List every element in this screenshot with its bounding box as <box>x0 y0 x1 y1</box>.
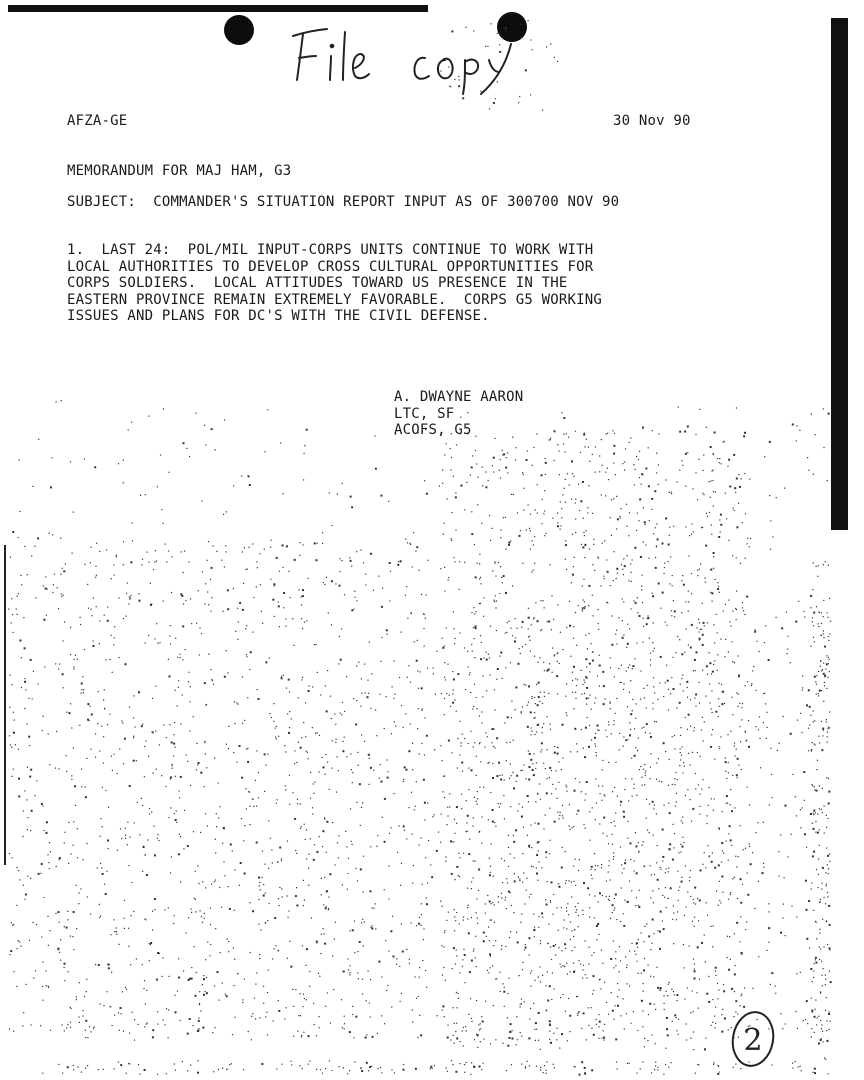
paragraph-line: CORPS SOLDIERS. LOCAL ATTITUDES TOWARD US PRESENCE IN THE <box>67 275 568 291</box>
page-number: 2 <box>743 1023 763 1058</box>
memorandum-for-line: MEMORANDUM FOR MAJ HAM, G3 <box>67 163 292 179</box>
office-symbol: AFZA-GE <box>67 113 128 129</box>
signature-title: ACOFS, G5 <box>394 422 472 438</box>
paragraph-line: EASTERN PROVINCE REMAIN EXTREMELY FAVORABLE. CORPS G5 WORKING <box>67 291 602 308</box>
paragraph-line: ISSUES AND PLANS FOR DC'S WITH THE CIVIL DEFENSE. <box>67 308 490 324</box>
circled-page-number <box>728 1006 778 1070</box>
signature-name: A. DWAYNE AARON <box>394 389 524 405</box>
paragraph-line: LOCAL AUTHORITIES TO DEVELOP CROSS CULTURAL OPPORTUNITIES FOR <box>67 258 594 275</box>
signature-rank: LTC, SF <box>394 405 455 422</box>
paragraph-line: 1. LAST 24: POL/MIL INPUT-CORPS UNITS CONTINUE TO WORK WITH <box>67 242 594 258</box>
subject-line: SUBJECT: COMMANDER'S SITUATION REPORT INPUT AS OF 300700 NOV 90 <box>67 194 620 210</box>
memo-date: 30 Nov 90 <box>613 113 691 129</box>
